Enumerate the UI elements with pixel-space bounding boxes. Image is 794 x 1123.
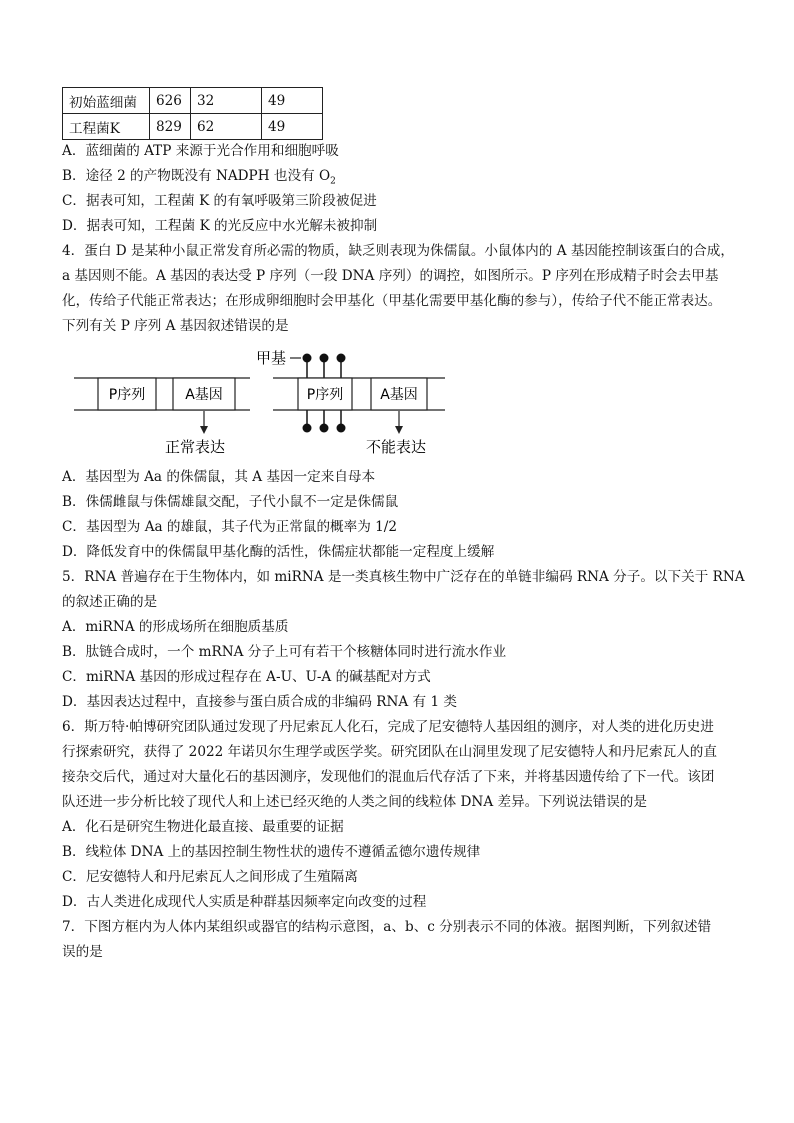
methyl-dot [303, 424, 312, 433]
table-row [63, 88, 323, 114]
q5-option-d: D．基因表达过程中，直接参与蛋白质合成的非编码 RNA 有 1 类 [62, 694, 458, 710]
table-cell: 829 [150, 114, 191, 140]
q6-stem-line: 队还进一步分析比较了现代人和上述已经灭绝的人类之间的线粒体 DNA 差异。下列说法错误的是 [62, 794, 647, 810]
no-expression-label: 不能表达 [365, 438, 427, 456]
q3-option-c: C．据表可知，工程菌 K 的有氧呼吸第三阶段被促进 [62, 193, 377, 209]
methyl-dot [337, 424, 346, 433]
data-table [62, 87, 323, 140]
q6-stem-line: 6．斯万特·帕博研究团队通过发现了丹尼索瓦人化石，完成了尼安德特人基因组的测序，对人类的进化历史进 [62, 719, 714, 735]
q3-option-d: D．据表可知，工程菌 K 的光反应中水光解未被抑制 [62, 218, 378, 234]
q3-option-b-text: B．途径 2 的产物既没有 NADPH 也没有 O [62, 168, 331, 184]
arrow-head [395, 426, 403, 434]
table-cell: 49 [262, 114, 323, 140]
methyl-dot [320, 354, 329, 363]
table-cell: 初始蓝细菌 [63, 88, 150, 114]
q6-stem-line: 接杂交后代，通过对大量化石的基因测序，发现他们的混血后代存活了下来，并将基因遗传给了下一代。该团 [62, 769, 715, 785]
q6-option-a: A．化石是研究生物进化最直接、最重要的证据 [62, 819, 344, 835]
q4-option-b: B．侏儒雌鼠与侏儒雄鼠交配，子代小鼠不一定是侏儒鼠 [62, 494, 399, 510]
table-cell: 工程菌K [63, 114, 150, 140]
q5-option-a: A．miRNA 的形成场所在细胞质基质 [62, 619, 289, 635]
q3-option-a: A．蓝细菌的 ATP 来源于光合作用和细胞呼吸 [62, 143, 339, 159]
table-cell: 62 [191, 114, 262, 140]
p-sequence-diagram [60, 340, 460, 465]
table-cell: 32 [191, 88, 262, 114]
table-cell: 49 [262, 88, 323, 114]
methylated-dna [256, 349, 445, 456]
q4-stem-line: 化，传给子代能正常表达；在形成卵细胞时会甲基化（甲基化需要甲基化酶的参与），传给子代不能正常表达。 [62, 293, 722, 309]
p-sequence-label: P序列 [306, 387, 344, 403]
unmethylated-dna [74, 378, 250, 456]
q7-stem-line: 7．下图方框内为人体内某组织或器官的结构示意图，a、b、c 分别表示不同的体液。据图判断，下列叙述错 [62, 919, 712, 935]
methyl-dot [337, 354, 346, 363]
q4-stem-line: 4．蛋白 D 是某种小鼠正常发育所必需的物质，缺乏则表现为侏儒鼠。小鼠体内的 A 基因能控制该蛋白的合成， [62, 243, 734, 259]
q7-stem-line: 误的是 [62, 944, 103, 960]
q6-option-b: B．线粒体 DNA 上的基因控制生物性状的遗传不遵循孟德尔遗传规律 [62, 844, 481, 860]
q4-option-d: D．降低发育中的侏儒鼠甲基化酶的活性，侏儒症状都能一定程度上缓解 [62, 544, 495, 560]
table-row [63, 114, 323, 140]
a-gene-label: A基因 [380, 387, 418, 403]
q6-option-d: D．古人类进化成现代人实质是种群基因频率定向改变的过程 [62, 894, 427, 910]
q4-option-c: C．基因型为 Aa 的雄鼠，其子代为正常鼠的概率为 1/2 [62, 519, 398, 535]
q6-stem-line: 行探索研究，获得了 2022 年诺贝尔生理学或医学奖。研究团队在山洞里发现了尼安德特人和丹尼索瓦人的直 [62, 744, 717, 760]
a-gene-label: A基因 [185, 387, 223, 403]
q3-option-b [62, 166, 336, 192]
q5-stem-line: 的叙述正确的是 [62, 594, 158, 610]
normal-expression-label: 正常表达 [164, 438, 226, 456]
methyl-dot [303, 354, 312, 363]
q6-option-c: C．尼安德特人和丹尼索瓦人之间形成了生殖隔离 [62, 869, 358, 885]
p-sequence-label: P序列 [108, 387, 146, 403]
table-cell: 626 [150, 88, 191, 114]
q5-option-c: C．miRNA 基因的形成过程存在 A-U、U-A 的碱基配对方式 [62, 669, 431, 685]
q3-option-b-subscript: 2 [330, 176, 336, 187]
q5-option-b: B．肽链合成时，一个 mRNA 分子上可有若干个核糖体同时进行流水作业 [62, 644, 507, 660]
q4-stem-line: a 基因则不能。A 基因的表达受 P 序列（一段 DNA 序列）的调控，如图所示。P 序列在形成精子时会去甲基 [62, 268, 719, 284]
arrow-head [200, 426, 208, 434]
q4-option-a: A．基因型为 Aa 的侏儒鼠，其 A 基因一定来自母本 [62, 469, 376, 485]
q4-stem-line: 下列有关 P 序列 A 基因叙述错误的是 [62, 318, 289, 334]
q5-stem-line: 5．RNA 普遍存在于生物体内，如 miRNA 是一类真核生物中广泛存在的单链非编码 RNA 分子。以下关于 RNA [62, 569, 745, 585]
methyl-dot [320, 424, 329, 433]
methyl-label: 甲基 [256, 349, 287, 367]
